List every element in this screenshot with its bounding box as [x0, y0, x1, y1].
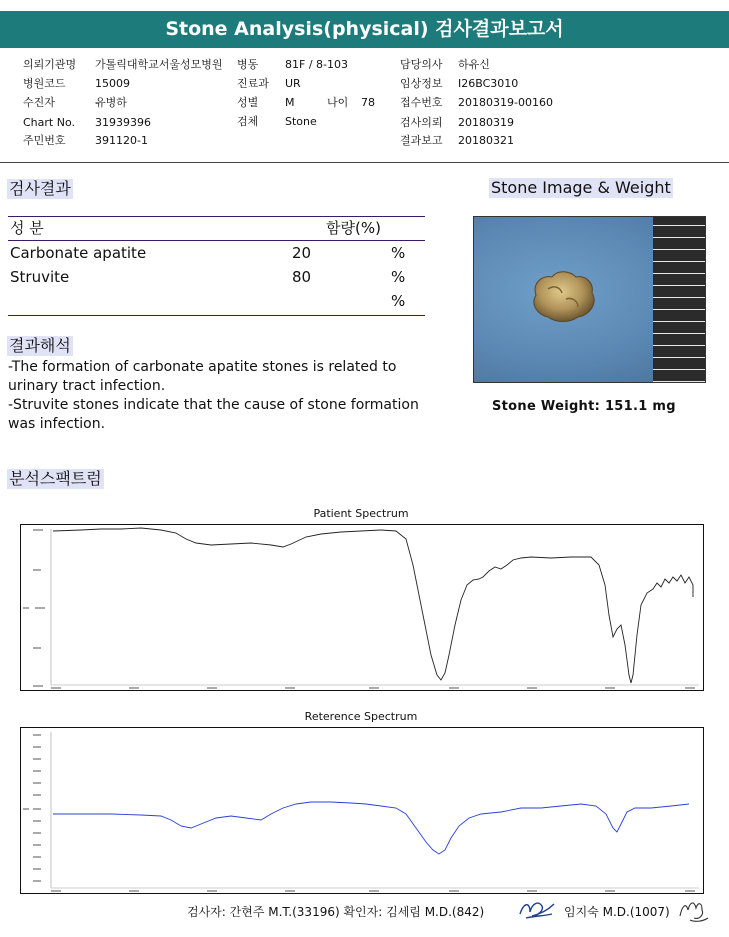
- specimen-value: Stone: [285, 115, 317, 128]
- chart-no-label: Chart No.: [23, 116, 75, 129]
- collector-value: 유병하: [95, 96, 127, 109]
- interpretation-section-title: 결과해석: [9, 336, 71, 355]
- reference-spectrum-plot: [20, 727, 704, 894]
- doctor-value: 하유신: [458, 58, 490, 71]
- hospital-value: 가톨릭대학교서울성모병원: [95, 58, 223, 71]
- test-request-label: 검사의뢰: [400, 116, 443, 129]
- sex-value: M: [285, 96, 295, 109]
- patient-spectrum-title: Patient Spectrum: [313, 507, 409, 520]
- age-label: 나이: [327, 96, 349, 109]
- doctor-label: 담당의사: [400, 58, 443, 71]
- patient-axis: [51, 529, 699, 685]
- results-top-line: [8, 216, 425, 217]
- info-divider: [0, 162, 729, 163]
- result-row-name: Struvite: [10, 268, 70, 286]
- spectrum-section-title: 분석스팩트럼: [9, 469, 102, 488]
- col-content-header: 함량(%): [326, 219, 381, 237]
- stone-weight: Stone Weight: 151.1 mg: [492, 399, 676, 414]
- receipt-no-label: 접수번호: [400, 96, 443, 109]
- stone-section-title: Stone Image & Weight: [491, 178, 671, 197]
- ward-value: 81F / 8-103: [285, 58, 348, 71]
- result-row-unit: %: [391, 292, 406, 310]
- result-row-value: 20: [292, 244, 312, 262]
- results-bottom-line: [8, 315, 425, 316]
- result-row-unit: %: [391, 268, 406, 286]
- collector-label: 수진자: [23, 96, 55, 109]
- ward-label: 병동: [237, 58, 259, 71]
- result-row-value: 80: [292, 268, 312, 286]
- interpretation-line-1: -The formation of carbonate apatite stones is related to urinary tract infection.: [8, 359, 397, 394]
- stone-photo: [473, 216, 706, 383]
- id-no-value: 391120-1: [95, 134, 148, 147]
- approver-name: 임지숙 M.D.(1007): [564, 905, 670, 919]
- department-value: UR: [285, 77, 301, 90]
- result-report-label: 결과보고: [400, 134, 443, 147]
- col-component-header: 성 분: [10, 219, 44, 237]
- interpretation-line-2: -Struvite stones indicate that the cause of stone formation was infection.: [8, 397, 419, 432]
- footer-text: 검사자: 간현주 M.T.(33196) 확인자: 김세림 M.D.(842): [187, 905, 485, 919]
- chart-no-value: 31939396: [95, 116, 151, 129]
- hospital-code-label: 병원코드: [23, 77, 66, 90]
- hospital-label: 의뢰기관명: [23, 58, 77, 71]
- reference-spectrum-line: [53, 802, 689, 854]
- report-title: Stone Analysis(physical) 검사결과보고서: [0, 11, 729, 48]
- department-label: 진료과: [237, 77, 269, 90]
- reference-spectrum-title: Reterence Spectrum: [304, 710, 418, 723]
- test-request-value: 20180319: [458, 116, 514, 129]
- footer-signatures: [187, 903, 484, 920]
- results-header-line: [8, 240, 425, 241]
- result-report-value: 20180321: [458, 134, 514, 147]
- receipt-no-value: 20180319-00160: [458, 96, 553, 109]
- result-row-unit: %: [391, 244, 406, 262]
- patient-spectrum-plot: [20, 524, 704, 691]
- result-row-name: Carbonate apatite: [10, 244, 147, 262]
- results-section-title: 검사결과: [9, 179, 71, 198]
- specimen-label: 검체: [237, 115, 259, 128]
- clinical-info-label: 임상정보: [400, 77, 443, 90]
- patient-spectrum-line: [53, 528, 693, 683]
- signature-1: [516, 896, 558, 924]
- clinical-info-value: I26BC3010: [458, 77, 519, 90]
- scale-ruler: [653, 217, 705, 382]
- sex-label: 성별: [237, 96, 259, 109]
- age-value: 78: [361, 96, 375, 109]
- hospital-code-value: 15009: [95, 77, 130, 90]
- id-no-label: 주민번호: [23, 134, 66, 147]
- signature-2: [676, 896, 712, 926]
